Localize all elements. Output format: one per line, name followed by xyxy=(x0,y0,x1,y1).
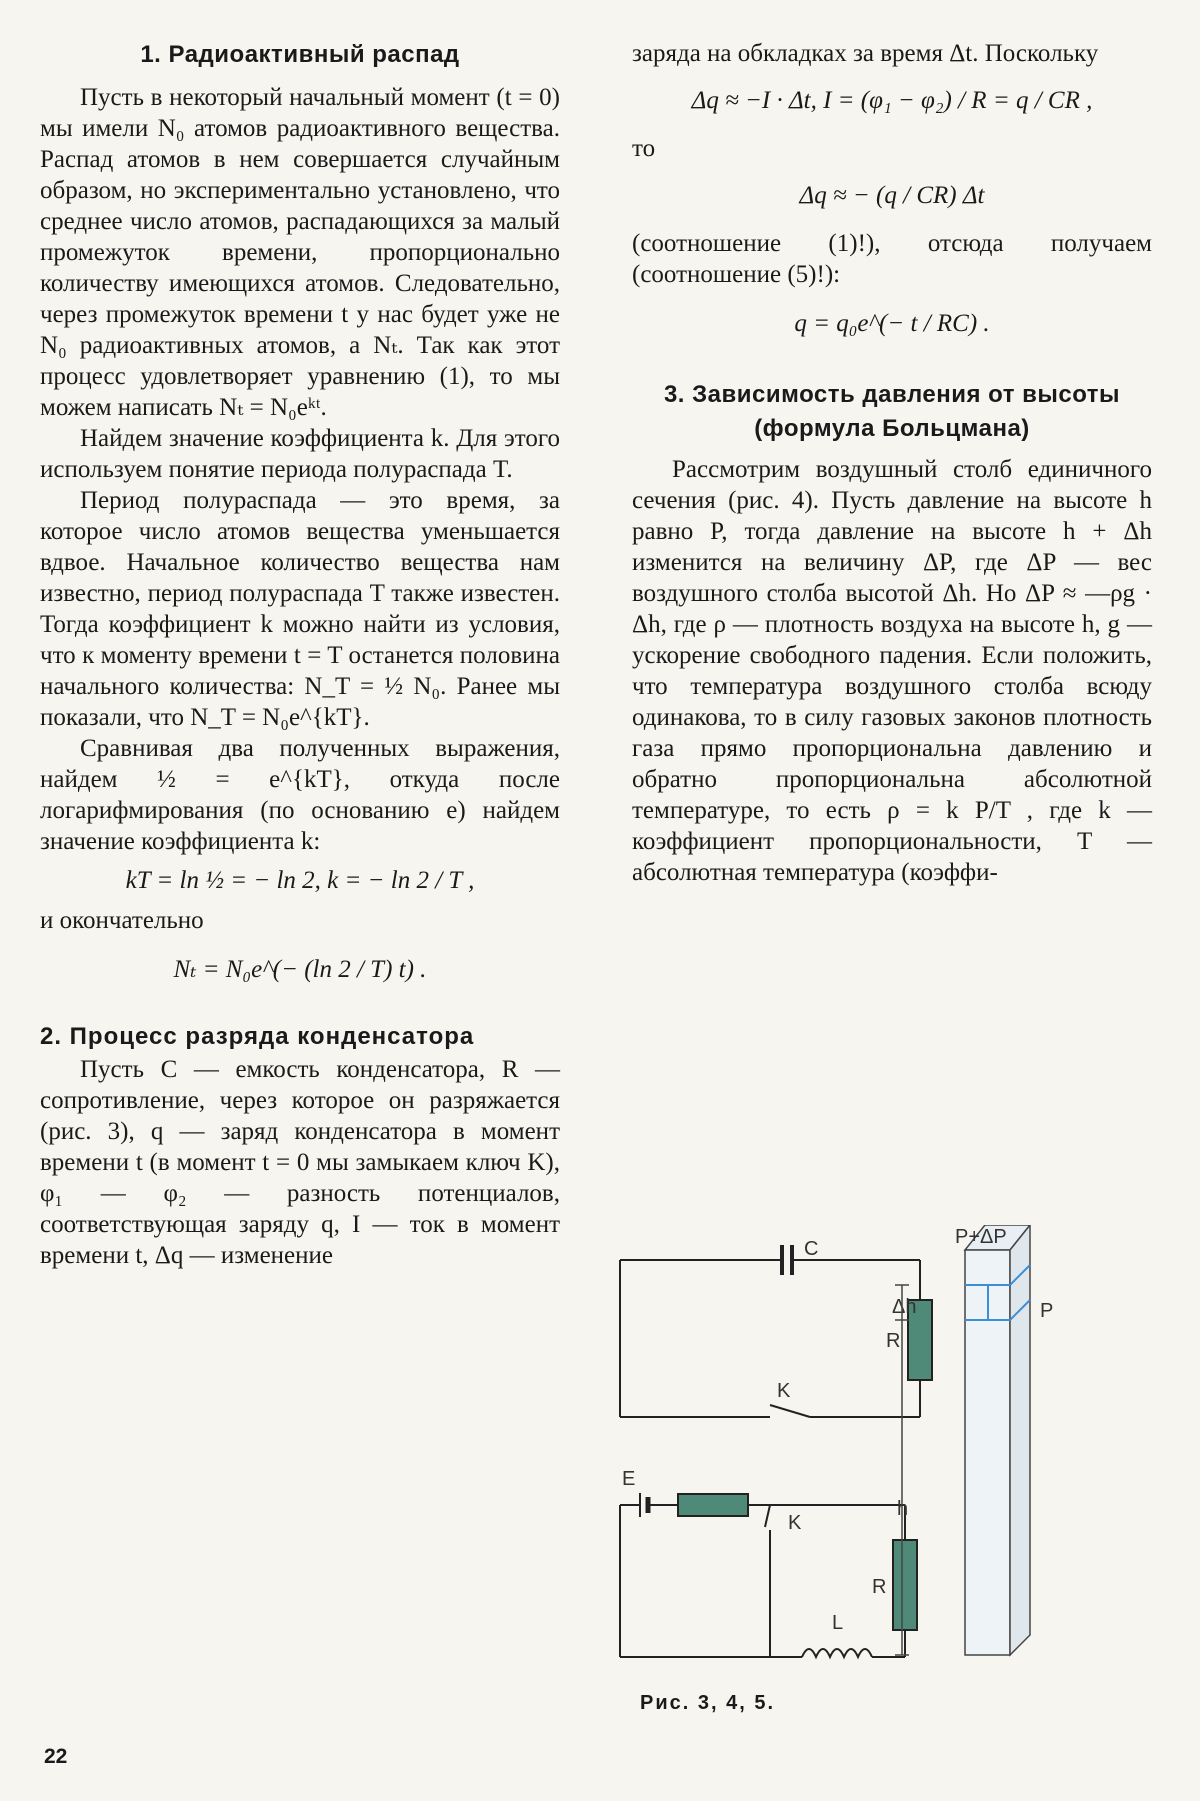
resistor xyxy=(893,1540,917,1630)
page-number: 22 xyxy=(44,1745,68,1768)
switch-label: K xyxy=(788,1512,802,1534)
height-label: h xyxy=(897,1498,909,1520)
paragraph: (соотношение (1)!), отсюда получаем (соотношение (5)!): xyxy=(632,230,1152,288)
paragraph: Сравнивая два полученных выражения, найдем ½ = e^{kT}, откуда после логарифмирования (по основанию e) найдем значение коэффициента k: xyxy=(40,735,560,855)
pressure-label: P xyxy=(1040,1300,1054,1322)
switch-key xyxy=(770,1405,810,1417)
formula: Δq ≈ − (q / CR) Δt xyxy=(799,182,985,209)
section-3-subheading: (формула Больцмана) xyxy=(754,415,1030,442)
emf-label: E xyxy=(622,1468,636,1490)
paragraph: заряда на обкладках за время Δt. Поскольку xyxy=(632,40,1099,67)
capacitor-label: C xyxy=(804,1238,819,1260)
formula: Δq ≈ −I · Δt, I = (φ₁ − φ₂) / R = q / CR , xyxy=(691,87,1093,114)
inductor-label: L xyxy=(832,1612,844,1634)
inductor-coil xyxy=(802,1649,872,1657)
resistor-label: R xyxy=(886,1330,901,1352)
paragraph: Пусть в некоторый начальный момент (t = 0) мы имели N₀ атомов радиоактивного вещества. Распад атомов в нем совершается случайным образом, но экспериментально установлено, что среднее число атомов, распадающихся за малый промежуток времени, пропорционально количеству имеющихся атомов. Следовательно, через промежуток времени t у нас будет уже не N₀ радиоактивных атомов, а Nₜ. Так как этот процесс удовлетворяет уравнению (1), то мы можем написать Nₜ = N₀eᵏᵗ. xyxy=(40,84,560,421)
right-column xyxy=(632,38,1152,888)
section-2-heading: 2. Процесс разряда конденсатора xyxy=(40,1023,475,1050)
paragraph: и окончательно xyxy=(40,907,204,934)
formula: q = q₀e^(− t / RC) . xyxy=(794,310,990,337)
paragraph: Период полураспада — это время, за которое число атомов вещества уменьшается вдвое. Начальное количество вещества нам известно, период полураспада T также известен. Тогда коэффициент k можно найти из условия, что к моменту времени t = T останется половина начального количества: N_T = ½ N₀. Ранее мы показали, что N_T = N₀e^{kT}. xyxy=(40,487,560,731)
paragraph: Пусть C — емкость конденсатора, R — сопротивление, через которое он разряжается (рис. 3), q — заряд конденсатора в момент времени t (в момент t = 0 мы замыкаем ключ K), φ₁ — φ₂ — разность потенциалов, соответствующая заряду q, I — ток в момент времени t, Δq — изменение xyxy=(40,1056,560,1269)
paragraph: Найдем значение коэффициента k. Для этого используем понятие периода полураспада T. xyxy=(40,425,560,483)
formula: kT = ln ½ = − ln 2, k = − ln 2 / T , xyxy=(125,867,475,894)
section-3-heading: 3. Зависимость давления от высоты xyxy=(663,381,1121,408)
left-column xyxy=(40,38,560,1271)
pressure-top-label: P+ΔP xyxy=(955,1226,1007,1248)
section-1-heading: 1. Радиоактивный распад xyxy=(140,41,460,68)
switch-label: K xyxy=(777,1380,791,1402)
paragraph: Рассмотрим воздушный столб единичного сечения (рис. 4). Пусть давление на высоте h равно P, тогда давление на высоте h + Δh изменится на величину ΔP, где ΔP — вес воздушного столба высотой Δh. Но ΔP ≈ —ρg · Δh, где ρ — плотность воздуха на высоте h, g — ускорение свободного падения. Если положить, что температура воздушного столба всюду одинакова, то в силу газовых законов плотность газа прямо пропорциональна давлению и обратно пропорциональна абсолютной температуре, то есть ρ = k P/T , где k — коэффициент пропорциональности, T — абсолютная температура (коэффи- xyxy=(632,456,1152,886)
paragraph: то xyxy=(632,135,656,162)
resistor xyxy=(678,1494,748,1516)
rc-circuit xyxy=(620,1238,932,1417)
rlc-circuit xyxy=(620,1468,917,1657)
formula: Nₜ = N₀e^(− (ln 2 / T) t) . xyxy=(173,956,427,983)
figure-caption: Рис. 3, 4, 5. xyxy=(640,1692,776,1714)
figures-3-4-5 xyxy=(610,1225,1170,1695)
resistor-label: R xyxy=(872,1576,887,1598)
delta-h-label: Δh xyxy=(892,1296,917,1318)
switch-key xyxy=(765,1505,770,1527)
